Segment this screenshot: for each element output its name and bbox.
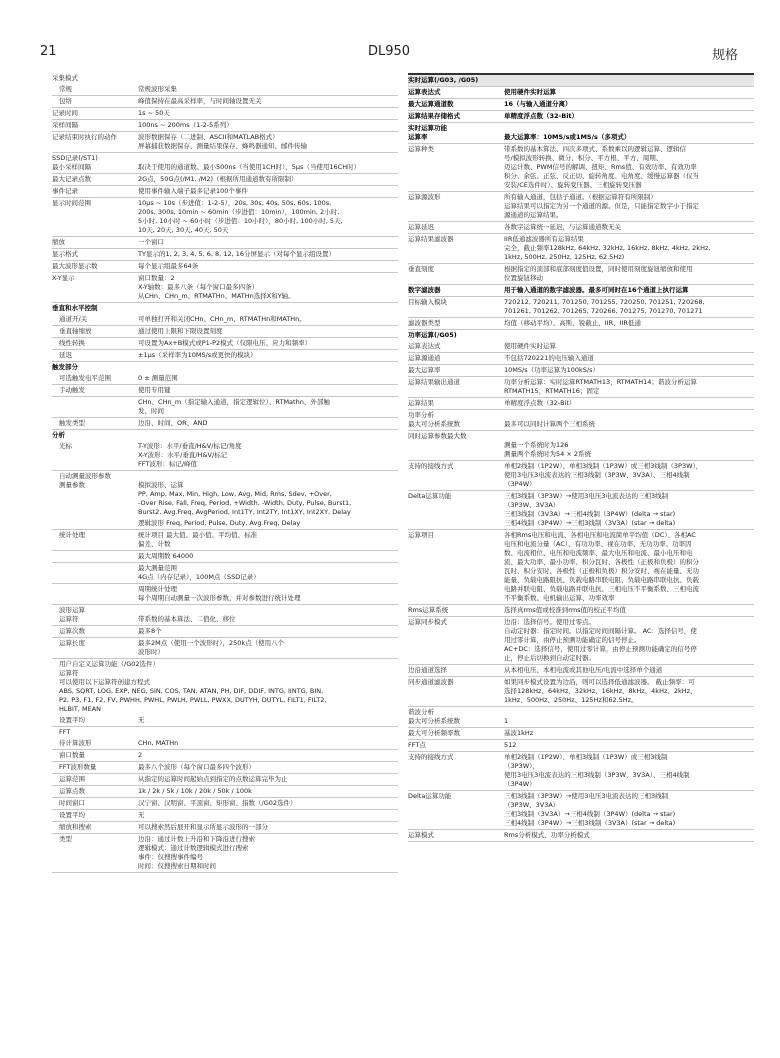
spec-row <box>408 605 754 617</box>
spec-row <box>408 318 754 330</box>
spec-label: 支持的接线方式 <box>408 753 454 761</box>
spec-row <box>52 715 398 727</box>
spec-row <box>52 249 398 261</box>
spec-row <box>52 530 398 551</box>
spec-value: 周期统计处理 每个周期自动测量一次波形参数，并对参数进行统计处理 <box>138 585 301 602</box>
spec-label: 缩放 <box>52 238 65 246</box>
spec-row <box>52 638 398 659</box>
spec-row <box>52 774 398 786</box>
spec-row <box>52 518 398 530</box>
spec-row <box>408 222 754 234</box>
spec-row <box>52 198 398 237</box>
spec-value: 模拟波形、运算 PP, Amp, Max, Min, High, Low, Avg, Mid, Rms, Sdev, +Over, -Over Rise, Fall, Freq, Period, +Width, -Width, Duty, Pulse, Burst1, Burst2, Avg.Freq, AvgPeriod, Int1TY, Int2TY, Int1XY, Int2XY, Delay <box>138 481 352 516</box>
spec-row <box>408 144 754 192</box>
spec-label: FFT波形数量 <box>59 763 97 771</box>
spec-value: 使用硬件实时运算 <box>504 342 556 350</box>
spec-value: 2 <box>138 751 143 759</box>
spec-value: 波形数据保存（二进制、ASCII和MATLAB格式） 屏幕捕获数据保存、测量结果保存、蜂鸣器通知、邮件传输 <box>138 133 307 150</box>
spec-row <box>408 297 754 318</box>
spec-row <box>408 461 754 491</box>
spec-row <box>408 99 754 111</box>
spec-row <box>52 73 398 84</box>
spec-row <box>52 350 398 362</box>
spec-value: 所有输入通道，包括子通道。（根据运算符有所限制） 运算结果可以指定为另一个通道的源。但是，只能指定数字小于指定 源通道的运算结果。 <box>504 193 699 219</box>
spec-label: 窗口数量 <box>59 751 85 759</box>
spec-label <box>52 519 138 528</box>
spec-value: 最多可以同时计算两个三相系统 <box>504 420 595 428</box>
spec-label: 实时运算(/G03, /G05) <box>408 76 479 84</box>
spec-label: 记录时间 <box>52 109 78 117</box>
spec-row <box>408 791 754 830</box>
spec-row <box>408 377 754 398</box>
spec-label: 缩放和搜索 <box>59 823 92 831</box>
spec-label: 运算同步模式 <box>408 618 447 626</box>
spec-row <box>52 727 398 738</box>
spec-row <box>408 264 754 285</box>
spec-value: 最大测量范围 4G点（内存记录），100M点（SSD记录） <box>138 564 260 581</box>
spec-value: 功率分析运算：实时运算RTMATH13，RTMATH14；谐波分析运算 RTMATH15，RTMATH16；固定 <box>504 378 697 395</box>
spec-row <box>52 326 398 338</box>
spec-label: 运算范围 <box>59 775 85 783</box>
spec-value: 1 <box>504 717 509 725</box>
spec-value: CHn, MATHn <box>138 739 179 747</box>
spec-value: 每个显示组最多64条 <box>138 262 199 270</box>
spec-row <box>408 73 754 87</box>
spec-label: 触发类型 <box>59 419 85 427</box>
spec-value: 不包括720221的电压输入通道 <box>504 354 594 362</box>
spec-label: Delta运算功能 <box>408 492 452 500</box>
spec-row <box>52 834 398 873</box>
spec-label: 运算源波形 <box>408 193 441 201</box>
spec-row <box>408 341 754 353</box>
spec-value: 单精度浮点数（32-Bit） <box>504 112 579 120</box>
spec-value: 单相2线制（1P2W）、单相3线制（1P3W）或三相3线制（3P3W）， 使用3电压3电流表达的三相3线制（3P3W、3V3A）、三相4线制 （3P4W） <box>504 462 703 488</box>
spec-row <box>52 563 398 584</box>
model-name: DL950 <box>368 44 411 59</box>
spec-label: Delta运算功能 <box>408 792 452 800</box>
spec-label: 触发部分 <box>52 363 78 371</box>
spec-row <box>52 659 398 715</box>
spec-label: 最大记录点数 <box>52 175 91 183</box>
spec-value: 从指定的运算时间起始点到指定的点数运算完毕为止 <box>138 775 288 783</box>
spec-row <box>408 830 754 842</box>
spec-label: 运算次数 <box>59 627 85 635</box>
spec-value: 均值（移动平均）、高斯、锐截止、IIR、IIR低通 <box>504 319 641 327</box>
spec-value: 取决于使用的通道数。最小500ns（当使用1CH时），5μs（当使用16CH时） <box>138 163 361 171</box>
spec-row <box>408 665 754 677</box>
spec-value: 三相3线制（3P3W）→使用3电压3电流表达的三相3线制 （3P3W、3V3A） 三相3线制（3V3A）→三相4线制（3P4W）(delta → star) 三相4线制（3P4W）→三相3线制（3V3A）(star → delta) <box>504 792 676 827</box>
spec-label: 谐波分析 最大可分析系统数 <box>408 708 460 725</box>
spec-value: CHn、CHn_m（指定输入通道，指定逻辑位）、RTMathn、外部触 发、时间 <box>138 398 330 415</box>
spec-value: 1s ~ 50天 <box>138 109 170 117</box>
spec-row <box>408 285 754 297</box>
spec-label: 运算长度 <box>59 639 85 647</box>
spec-row <box>52 237 398 249</box>
spec-row <box>52 786 398 798</box>
spec-label: 待计算波形 <box>59 739 92 747</box>
spec-value: 最大周期数 64000 <box>138 552 194 560</box>
spec-value: 各相Rms电压和电流、各相电压和电流简单平均值（DC）、各相AC 电压和电流分量（AC）、有功功率、视在功率、无功功率、功率因 数、电流相位、电压和电流频率、最大电压和电流、最小电压和电 流、最大功率、最小功率、积分瓦时、各极性（正极和负极）的积分 瓦时、积分安时、各极性（正极和负极）积分安时、视在能量、无功 能量、负载电路阻抗、负载电路串联电阻、负载电路串联电抗、负载 电路并联电阻、负载电路并联电抗、三相电压不平衡系数、三相电流 不平衡系数、电机输出运算、功率效率 <box>504 531 699 602</box>
spec-row <box>52 303 398 314</box>
left-spec-table <box>52 73 398 873</box>
spec-label: 显示时间范围 <box>52 199 91 207</box>
spec-label: 时间窗口 <box>59 799 85 807</box>
spec-label: 最大运算率 <box>408 366 441 374</box>
spec-value: 512 <box>504 741 517 749</box>
spec-value: 三相3线制（3P3W）→使用3电压3电流表达的三相3线制 （3P3W、3V3A） 三相3线制（3V3A）→三相4线制（3P4W）(delta → star) 三相4线制（3P4W）→三相3线制（3V3A）(star → delta) <box>504 492 676 527</box>
spec-label: 包络 <box>59 97 72 105</box>
page-number: 21 <box>40 44 57 59</box>
spec-label: 垂直轴缩放 <box>59 327 92 335</box>
spec-value: 无 <box>138 811 145 819</box>
spec-row <box>408 398 754 410</box>
spec-label: 运算结果存储格式 <box>408 112 460 120</box>
spec-label: 垂直和水平控制 <box>52 304 98 312</box>
spec-label: 支持的接线方式 <box>408 462 454 470</box>
spec-label: 功率运算(/G05) <box>408 331 457 339</box>
spec-value: 通过使用上限和下限设置刻度 <box>138 327 223 335</box>
spec-value: 最多八个波形（每个窗口最多四个波形） <box>138 763 255 771</box>
spec-value: TY显示的1, 2, 3, 4, 5, 6, 8, 12, 16分屏显示（对每个显示组设置） <box>138 250 335 258</box>
spec-label: 波形运算 运算符 <box>59 606 85 623</box>
spec-label: 自动测量波形参数 测量参数 <box>59 472 111 489</box>
spec-value: 无 <box>138 716 145 724</box>
spec-label: 采集模式 <box>52 74 78 82</box>
spec-value: 2G点，50G点(/M1, /M2)（根据所用通道数有所限制） <box>138 175 298 183</box>
spec-row <box>408 330 754 341</box>
spec-row <box>408 87 754 99</box>
spec-label: 线性转换 <box>59 339 85 347</box>
spec-value: 16（与输入通道分离） <box>504 100 572 108</box>
spec-label: 功率分析 最大可分析系统数 <box>408 411 460 428</box>
spec-row <box>52 186 398 198</box>
spec-row <box>408 365 754 377</box>
spec-row <box>52 314 398 326</box>
spec-label: FFT点 <box>408 741 426 749</box>
spec-row <box>52 551 398 563</box>
spec-label: 常规 <box>59 85 72 93</box>
spec-value: 可设置为Ax+B模式或P1-P2模式（仅限电压、应力和频率） <box>138 339 312 347</box>
spec-value: 720212, 720211, 701250, 701255, 720250, 701251, 720268, 701261, 701262, 701265, 720266, 701275, 701270, 701271 <box>504 298 705 315</box>
spec-value: 统计项目 最大值、最小值、平均值、标准 偏差、计数 <box>138 531 258 548</box>
spec-label: 数字滤波器 <box>408 286 441 294</box>
spec-value: 测量一个系统时为126 测量两个系统时为54 × 2系统 <box>504 441 591 458</box>
spec-label: FFT <box>59 728 71 736</box>
spec-value: 最多2M点（使用一个波形时），250k点（使用八个 波形时） <box>138 639 285 656</box>
spec-row <box>408 707 754 728</box>
spec-row <box>408 752 754 791</box>
spec-value: 常规波形采集 <box>138 85 177 93</box>
spec-label <box>52 398 138 416</box>
spec-value: 窗口数量：2 X-Y轴数：最多八条（每个窗口最多四条） 从CHn、CHn_m、RTMATHn、MATHn选择X和Y轴。 <box>138 274 295 300</box>
right-spec-table <box>408 73 754 842</box>
spec-value: 可以搜索然后展开和显示所显示波形的一部分 <box>138 823 268 831</box>
spec-label: 目标输入模块 <box>408 298 447 306</box>
spec-value: 100ns ~ 200ms（1-2-5系列） <box>138 121 233 129</box>
spec-label: 滤波器类型 <box>408 319 441 327</box>
spec-value: 使用硬件实时运算 <box>504 88 556 96</box>
spec-row <box>52 96 398 108</box>
spec-label <box>52 585 138 603</box>
spec-row <box>408 111 754 123</box>
spec-label: 延迟 <box>59 351 72 359</box>
spec-label: 同时运算参数最大数 <box>408 432 467 440</box>
spec-row <box>52 418 398 430</box>
spec-label: 最大运算通道数 <box>408 100 454 108</box>
spec-value: 峰值保持在最高采样率，与时间轴设置无关 <box>138 97 262 105</box>
spec-label: 运算种类 <box>408 145 434 153</box>
spec-label: 垂直刻度 <box>408 265 434 273</box>
spec-label: 运算项目 <box>408 531 434 539</box>
spec-label: 光标 <box>59 442 72 450</box>
spec-row <box>52 738 398 750</box>
spec-value: 如果同步模式设置为边沿，则可以选择低通滤波器。 截止频率：可 选择128kHz、64kHz、32kHz、16kHz、8kHz、4kHz、2kHz、 1kHz、500Hz、250Hz、125Hz和62.5Hz。 <box>504 678 697 704</box>
spec-label: X-Y显示 <box>52 274 75 282</box>
spec-label: 运算表达式 <box>408 88 441 96</box>
spec-value: 汉宁窗、汉明窗、平顶窗、矩形窗、指数（/G02选件） <box>138 799 297 807</box>
spec-label: 运算模式 <box>408 831 434 839</box>
spec-label: 设置平均 <box>59 811 85 819</box>
spec-row <box>52 385 398 397</box>
spec-row <box>52 584 398 605</box>
spec-row <box>52 362 398 373</box>
spec-value: 可单独打开和关闭CHn、CHn_m、RTMATHn和MATHn。 <box>138 315 306 323</box>
spec-label: 同步通道滤波器 <box>408 678 454 686</box>
spec-row <box>52 120 398 132</box>
spec-row <box>408 353 754 365</box>
spec-value: 带系数的基本算法、二值化、移位 <box>138 615 236 623</box>
spec-value: 从本相电压、本相电流或其他电压/电流中选择单个通道 <box>504 666 663 674</box>
spec-label: 边沿通道选择 <box>408 666 447 674</box>
spec-value: 单相2线制（1P2W）、单相3线制（1P3W）或三相3线制 （3P3W）， 使用3电压3电流表达的三相3线制（3P3W、3V3A）、三相4线制 （3P4W） <box>504 753 690 788</box>
spec-row <box>408 491 754 530</box>
spec-label: 类型 <box>59 835 72 843</box>
spec-row <box>52 373 398 385</box>
spec-row <box>52 273 398 303</box>
spec-label: 运算表达式 <box>408 342 441 350</box>
spec-row <box>408 740 754 752</box>
spec-label: 记录结束时执行的动作 <box>52 133 117 141</box>
spec-value: 边沿：通过计数上升沿和下降沿进行搜索 逻辑模式：通过计数逻辑模式进行搜索 事件：仅搜搜事件编号 时间：仅搜搜索日期和时间 <box>138 835 255 870</box>
spec-value: 1k / 2k / 5k / 10k / 20k / 50k / 100k <box>138 787 252 795</box>
spec-row <box>52 810 398 822</box>
spec-label: 可选触发电平范围 <box>59 374 111 382</box>
spec-value: ±1μs（采样率为10MS/s或更快的模块） <box>138 351 257 359</box>
spec-label: 用户自定义运算功能（/G02选件） 运算符 可以使用以下运算符创建方程式 ABS, SQRT, LOG, EXP, NEG, SIN, COS, TAN, ATAN, PH, DIF, DDIF, INTG, IINTG, BIN, P2, P3, F1, F2, FV, PWHH, PWHL, PWLH, PWLL, PWXX, DUTYH, DUTYL, FILT1, FILT2, HLBIT, MEAN <box>59 660 327 713</box>
spec-row <box>52 798 398 810</box>
spec-value: 单精度浮点数（32-Bit） <box>504 399 576 407</box>
spec-row <box>408 728 754 740</box>
section-title: 规格 <box>711 48 738 63</box>
spec-value: 逻辑波形 Freq, Period, Pulse, Duty, Avg.Freq, Delay <box>138 519 301 527</box>
spec-value: 各数字运算统一延迟，与运算通道数无关 <box>504 223 621 231</box>
spec-row <box>52 132 398 153</box>
spec-label: 最大波形显示数 <box>52 262 98 270</box>
spec-row <box>52 626 398 638</box>
spec-row <box>52 430 398 441</box>
spec-row <box>408 617 754 665</box>
spec-row <box>52 153 398 174</box>
spec-label: Rms运算系统 <box>408 606 449 614</box>
spec-row <box>52 822 398 834</box>
spec-row <box>52 108 398 120</box>
spec-label: 运算结果输出通道 <box>408 378 460 386</box>
spec-row <box>408 192 754 222</box>
spec-label: 统计处理 <box>59 531 85 539</box>
spec-label: 显示格式 <box>52 250 78 258</box>
spec-label: 运算结果 <box>408 399 434 407</box>
spec-row <box>52 762 398 774</box>
spec-value: 最大运算率：10MS/s或1MS/s（多项式） <box>504 133 631 141</box>
spec-label <box>52 564 138 582</box>
spec-label <box>52 552 138 561</box>
spec-row <box>52 441 398 471</box>
spec-row <box>408 677 754 707</box>
spec-row <box>52 750 398 762</box>
spec-value: 用于输入通道的数字滤波器。最多可同时在16个通道上执行运算 <box>504 286 689 294</box>
spec-label: 事件记录 <box>52 187 78 195</box>
spec-row <box>408 530 754 605</box>
spec-value: 使用事件输入端子最多记录100个事件 <box>138 187 248 195</box>
spec-label: 运算结果滤波器 <box>408 235 454 243</box>
spec-row <box>52 174 398 186</box>
spec-row <box>52 397 398 418</box>
spec-row <box>408 234 754 264</box>
spec-value: 基波1kHz <box>504 729 534 737</box>
spec-label: 通道开/关 <box>59 315 88 323</box>
spec-row <box>52 338 398 350</box>
spec-row <box>52 605 398 626</box>
spec-value: 边沿：选择信号。使用过零点。 自动定时器：指定时间。以指定时间间隔计算。 AC：选择信号，使 用过零计算，由停止预测功能确定的信号停止。 AC+DC：选择信号，使用过零计算，由停止预测功能确定的信号停 止，停止后切换到自动定时器。 <box>504 618 697 662</box>
spec-label: 运算源通道 <box>408 354 441 362</box>
spec-value: IIR低通滤波器所有运算结果 完全，截止频率128kHz, 64kHz, 32kHz, 16kHz, 8kHz, 4kHz, 2kHz, 1kHz, 500Hz, 250Hz, 125Hz, 62.5Hz) <box>504 235 711 261</box>
spec-row <box>52 84 398 96</box>
spec-value: 0 ± 测量范围 <box>138 374 178 382</box>
spec-value: 选择真rms值或校准到rms值的校正平均值 <box>504 606 627 614</box>
spec-value: T-Y波形：水平/垂直/H&V/标记/角度 X-Y波形：水平/垂直/H&V/标记 FFT波形：标记/峰值 <box>138 442 242 468</box>
spec-value: Rms分析模式、功率分析模式 <box>504 831 590 839</box>
spec-row <box>408 410 754 431</box>
spec-value: 根据指定的顶部和底部刻度值设置，同时使用刻度旋钮缩放和使用 位置旋钮移动 <box>504 265 693 282</box>
spec-label: 运算延迟 <box>408 223 434 231</box>
spec-value: 最多8个 <box>138 627 162 635</box>
spec-value: 10MS/s（功率运算为100kS/s） <box>504 366 599 374</box>
spec-row <box>408 123 754 144</box>
spec-row <box>52 471 398 518</box>
spec-value: 10μs ~ 10s（步进值：1-2-5），20s, 30s, 40s, 50s, 60s, 100s, 200s, 300s, 10min ~ 60min（步进值：10min），100min, 2小时, 5小时, 10小时 ~ 60小时（步进值：10小时），80小时, 100小时, 5天, 10天, 20天, 30天, 40天, 50天 <box>138 199 343 234</box>
spec-label: 实时运算功能 运算率 <box>408 124 447 141</box>
spec-value: 边沿、时间、OR、AND <box>138 419 208 427</box>
spec-label: SSD记录(/ST1) 最小采样间隔 <box>52 154 98 171</box>
spec-label: 采样间隔 <box>52 121 78 129</box>
spec-label: 手动触发 <box>59 386 85 394</box>
spec-row <box>52 261 398 273</box>
spec-label: 运算点数 <box>59 787 85 795</box>
spec-value: 使用专用键 <box>138 386 171 394</box>
spec-row <box>408 431 754 461</box>
spec-value: 一个窗口 <box>138 238 164 246</box>
spec-value: 带系数的基本算法、四次多项式、系数乘以的逻辑运算、逻辑信 号/模拟波形转换、微分、积分、平方根、平方、周期、 迈运计数、PWM信号的解调、扭矩、Rms值、有效功率、有效功率 积分、余弦、正弦、反正切、旋转角度、电角度、缓慢运算器（仅当 安装/CE选件时）、旋转变压器、三相旋转变压器 <box>504 145 699 189</box>
spec-label: 最大可分析频率数 <box>408 729 460 737</box>
spec-label: 分析 <box>52 431 65 439</box>
spec-label: 设置平均 <box>59 716 85 724</box>
